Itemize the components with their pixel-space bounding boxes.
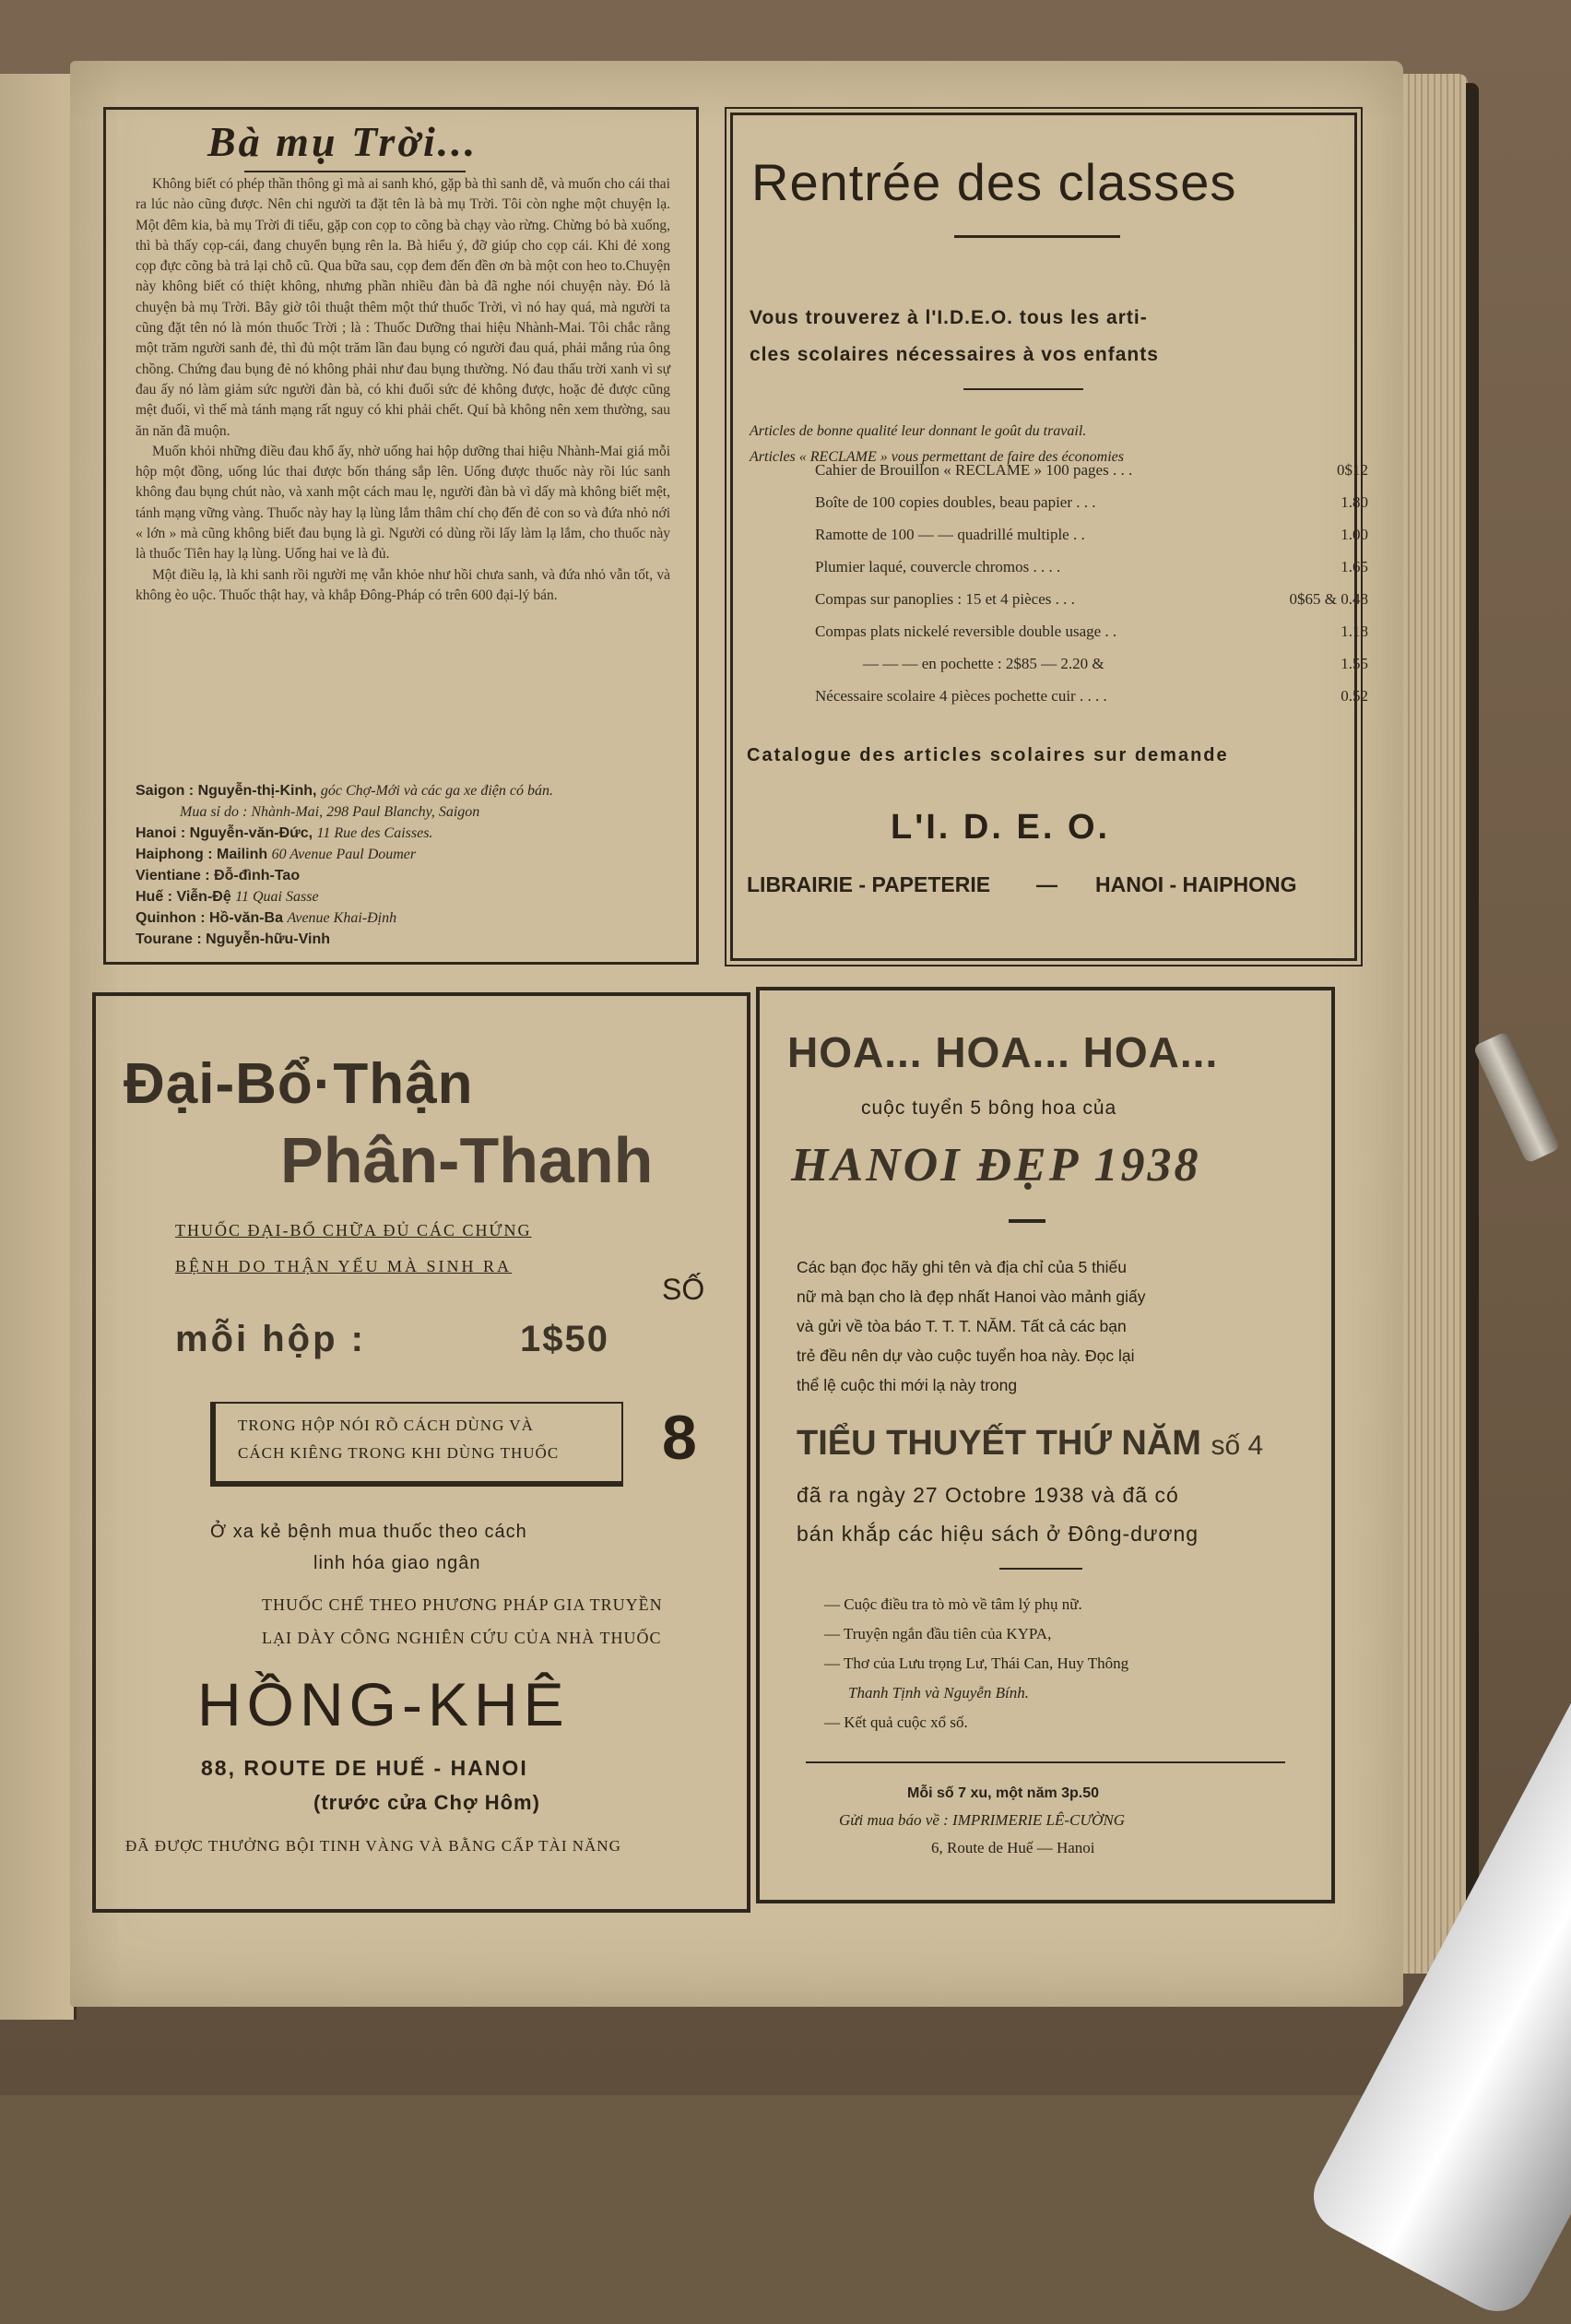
body-line: thể lệ cuộc thi mới lạ này trong [797, 1376, 1018, 1394]
ad-title: Rentrée des classes [751, 153, 1237, 211]
paragraph: Muốn khỏi những điều đau khổ ấy, nhờ uống hai hộp dưỡng thai hiệu Nhành-Mai giá mỗi hộp một đồng, uống lúc thai được bốn tháng sắp lên. Uống được thuốc này rồi lúc sanh không đau bụng chút nào, và xanh một cách mau lẹ, người đàn bà vì dấy mà không biết mệt, tánh mạng vững vàng. Thuốc này hay lạ lùng lắm thâm chí chọ đến đẻ con so và đứa nhỏ nới « lớn » mà cũng không biết đau bụng là gì. Người có dùng rồi lấy làm lạ lắm, cho thuốc này là thuốc Tiên hay lạ lùng. Uống hai ve là đủ. [136, 443, 670, 563]
release-line: đã ra ngày 27 Octobre 1938 và đã có [797, 1483, 1179, 1507]
price-item: Ramotte de 100 — — quadrillé multiple . . 1.00 [815, 526, 1368, 543]
price-item: Cahier de Brouillon « RECLAME » 100 pages . . . 0$12 [815, 461, 1368, 479]
footer-right: HANOI - HAIPHONG [1095, 872, 1297, 896]
content-item: Thanh Tịnh và Nguyễn Bính. [848, 1684, 1029, 1702]
ad-dai-bo-than [92, 992, 750, 1913]
usage-line: CÁCH KIÊNG TRONG KHI DÙNG THUỐC [238, 1444, 560, 1462]
price-item: Plumier laqué, couvercle chromos . . . . 1.65 [815, 558, 1368, 575]
address-line: Tourane : Nguyễn-hữu-Vinh [136, 931, 330, 947]
title-underline [954, 235, 1120, 238]
pharmacy-address-2: (trước cửa Chợ Hôm) [313, 1791, 540, 1814]
content-item: — Cuộc điều tra tò mò về tâm lý phụ nữ. [824, 1595, 1082, 1613]
content-item: — Truyện ngắn đầu tiên của KYPA, [824, 1625, 1052, 1642]
price-item: Nécessaire scolaire 4 pièces pochette cuir . . . . 0.52 [815, 687, 1368, 705]
footer-left: LIBRAIRIE - PAPETERIE [747, 872, 991, 896]
tagline: Articles de bonne qualité leur donnant le goût du travail. [750, 423, 1087, 439]
contest-title: HANOI ĐẸP 1938 [791, 1139, 1201, 1192]
divider [963, 388, 1083, 390]
content-item: — Thơ của Lưu trọng Lư, Thái Can, Huy Thông [824, 1654, 1129, 1672]
order-line: Ở xa kẻ bệnh mua thuốc theo cách [210, 1522, 527, 1542]
ad-title-2: Phân-Thanh [280, 1124, 654, 1196]
address-line: Quinhon : Hồ-văn-Ba Avenue Khai-Định [136, 910, 397, 926]
divider [806, 1761, 1285, 1763]
body-line: nữ mà bạn cho là đẹp nhất Hanoi vào mảnh giấy [797, 1287, 1146, 1306]
binder-spine [1466, 83, 1479, 1964]
subtitle-line: BỆNH DO THẬN YẾU MÀ SINH RA [175, 1257, 513, 1275]
price-item: Compas plats nickelé reversible double usage . . 1.18 [815, 622, 1368, 640]
footer-dash: — [1036, 872, 1057, 896]
ad-body [136, 174, 670, 606]
price-item: Compas sur panoplies : 15 et 4 pièces . . . 0$65 & 0.48 [815, 590, 1368, 608]
price-value: 1$50 [520, 1319, 609, 1359]
usage-line: TRONG HỘP NÓI RÕ CÁCH DÙNG VÀ [238, 1417, 534, 1434]
content-item: — Kết quả cuộc xổ số. [824, 1713, 968, 1731]
title-underline [244, 171, 466, 172]
pharmacy-brand: HỒNG-KHÊ [197, 1670, 570, 1738]
address-line: Mua sỉ do : Nhành-Mai, 298 Paul Blanchy, Saigon [180, 804, 480, 820]
address-line: Hanoi : Nguyễn-văn-Đức, 11 Rue des Caisses. [136, 825, 433, 841]
address-line: Saigon : Nguyễn-thị-Kinh, góc Chợ-Mới và các ga xe điện có bán. [136, 783, 553, 799]
intro-line: cles scolaires nécessaires à vos enfants [750, 344, 1159, 365]
newspaper-page [70, 61, 1403, 2007]
ad-ba-mu-troi [103, 107, 699, 965]
intro-line: Vous trouverez à l'I.D.E.O. tous les arti- [750, 307, 1148, 328]
headline: HOA... HOA... HOA... [787, 1028, 1219, 1076]
release-line: bán khắp các hiệu sách ở Đông-dương [797, 1522, 1199, 1546]
subscription-address: 6, Route de Huế — Hanoi [931, 1839, 1095, 1856]
subtitle-line: THUỐC ĐẠI-BỔ CHỮA ĐỦ CÁC CHỨNG [175, 1221, 532, 1239]
subheadline: cuộc tuyển 5 bông hoa của [861, 1097, 1117, 1119]
subscription-price: Mỗi số 7 xu, một năm 3p.50 [907, 1785, 1100, 1801]
facing-page-edge [0, 74, 77, 2020]
address-line: Huế : Viễn-Đệ 11 Quai Sasse [136, 889, 319, 905]
price-label: mỗi hộp : [175, 1319, 366, 1359]
divider [1009, 1219, 1045, 1223]
issue-label: SỐ [662, 1273, 705, 1306]
usage-box [210, 1402, 623, 1487]
body-line: và gửi về tòa báo T. T. T. NĂM. Tất cả các bạn [797, 1317, 1127, 1335]
divider [999, 1568, 1082, 1570]
catalogue-line: Catalogue des articles scolaires sur demande [747, 745, 1229, 765]
subscription-send: Gửi mua báo về : IMPRIMERIE LÊ-CƯỜNG [839, 1811, 1126, 1829]
address-line: Vientiane : Đỗ-đình-Tao [136, 868, 301, 883]
page-stack-edge [1403, 74, 1468, 1974]
novel-title: TIỂU THUYẾT THỨ NĂM số 4 [797, 1424, 1264, 1463]
issue-number: 8 [662, 1403, 697, 1473]
body-line: trẻ đều nên dự vào cuộc tuyển hoa này. Đọc lại [797, 1346, 1135, 1365]
pharmacy-address: 88, ROUTE DE HUẾ - HANOI [201, 1756, 528, 1780]
ad-title: Bà mụ Trời... [207, 118, 478, 165]
tagline: Articles « RECLAME » vous permettant de faire des économies [750, 449, 1124, 465]
ad-hanoi-dep-1938 [756, 987, 1335, 1903]
made-line: THUỐC CHẾ THEO PHƯƠNG PHÁP GIA TRUYỀN [262, 1595, 663, 1614]
order-line: linh hóa giao ngân [313, 1553, 481, 1573]
body-line: Các bạn đọc hãy ghi tên và địa chỉ của 5 thiếu [797, 1258, 1128, 1276]
paragraph: Một điều lạ, là khi sanh rồi người mẹ vẫn khỏe như hồi chưa sanh, và đứa nhỏ vẫn tốt, và không èo uộc. Thuốc thật hay, và khắp Đông-Pháp có trên 600 đại-lý bán. [136, 566, 670, 603]
price-item: — — — en pochette : 2$85 — 2.20 & 1.55 [863, 655, 1368, 672]
made-line: LẠI DÀY CÔNG NGHIÊN CỨU CỦA NHÀ THUỐC [262, 1629, 662, 1647]
ad-title: Đại-Bổ·Thận [124, 1052, 474, 1116]
paragraph: Không biết có phép thần thông gì mà ai sanh khó, gặp bà thì sanh dễ, và muốn cho cái thai ra lúc nào cũng được. Nên chi người ta đặt tên là bà mụ Trời. Tôi còn nghe một chuyện lạ. Một đêm kia, bà mụ Trời đi tiểu, gặp con cọp to cõng bà chạy vào rừng. Chừng bỏ bà xuống, thì bà thấy cọp-cái, đang chuyển bụng rên la. Bà hiểu ý, đỡ giúp cho cọp cái. Khi đẻ xong cọp đực cõng bà trả lại chỗ cũ. Qua bữa sau, cọp đem đến đền ơn bà một con heo to.Chuyện này không biết có thiệt không, nhưng phần nhiều đàn bà đã nghe nói chuyện này. Đó là chuyện bà mụ Trời. Bây giờ tôi thuật thêm một thứ thuốc Trời, vì nó hay quá, mà người ta cũng đặt tên nó là món thuốc Trời ; là : Thuốc Dưỡng thai hiệu Nhành-Mai. Tôi chắc rằng một trăm người sanh đẻ, thì đủ một trăm lần đau bụng có người đau quá, phải mắng rủa ông chồng. Chứng đau bụng đẻ nó không phải như đau bụng thường. Nó đau thấu trời xanh vì sự đau ấy nó làm giảm sức người đàn bà, có khi đuối sức đẻ không được, hoặc đẻ được cũng mệt đuối, vì thế mà tánh mạng rất nguy có khi phải chết. Quí bà không nên xem thường, sau ăn năn đã muộn. [136, 176, 670, 439]
address-line: Haiphong : Mailinh 60 Avenue Paul Doumer [136, 847, 417, 862]
price-item: Boîte de 100 copies doubles, beau papier . . . 1.80 [815, 493, 1368, 511]
ideo-brand: L'I. D. E. O. [891, 808, 1111, 847]
award-line: ĐÃ ĐƯỢC THƯỞNG BỘI TINH VÀNG VÀ BẰNG CẤP TÀI NĂNG [125, 1837, 621, 1855]
